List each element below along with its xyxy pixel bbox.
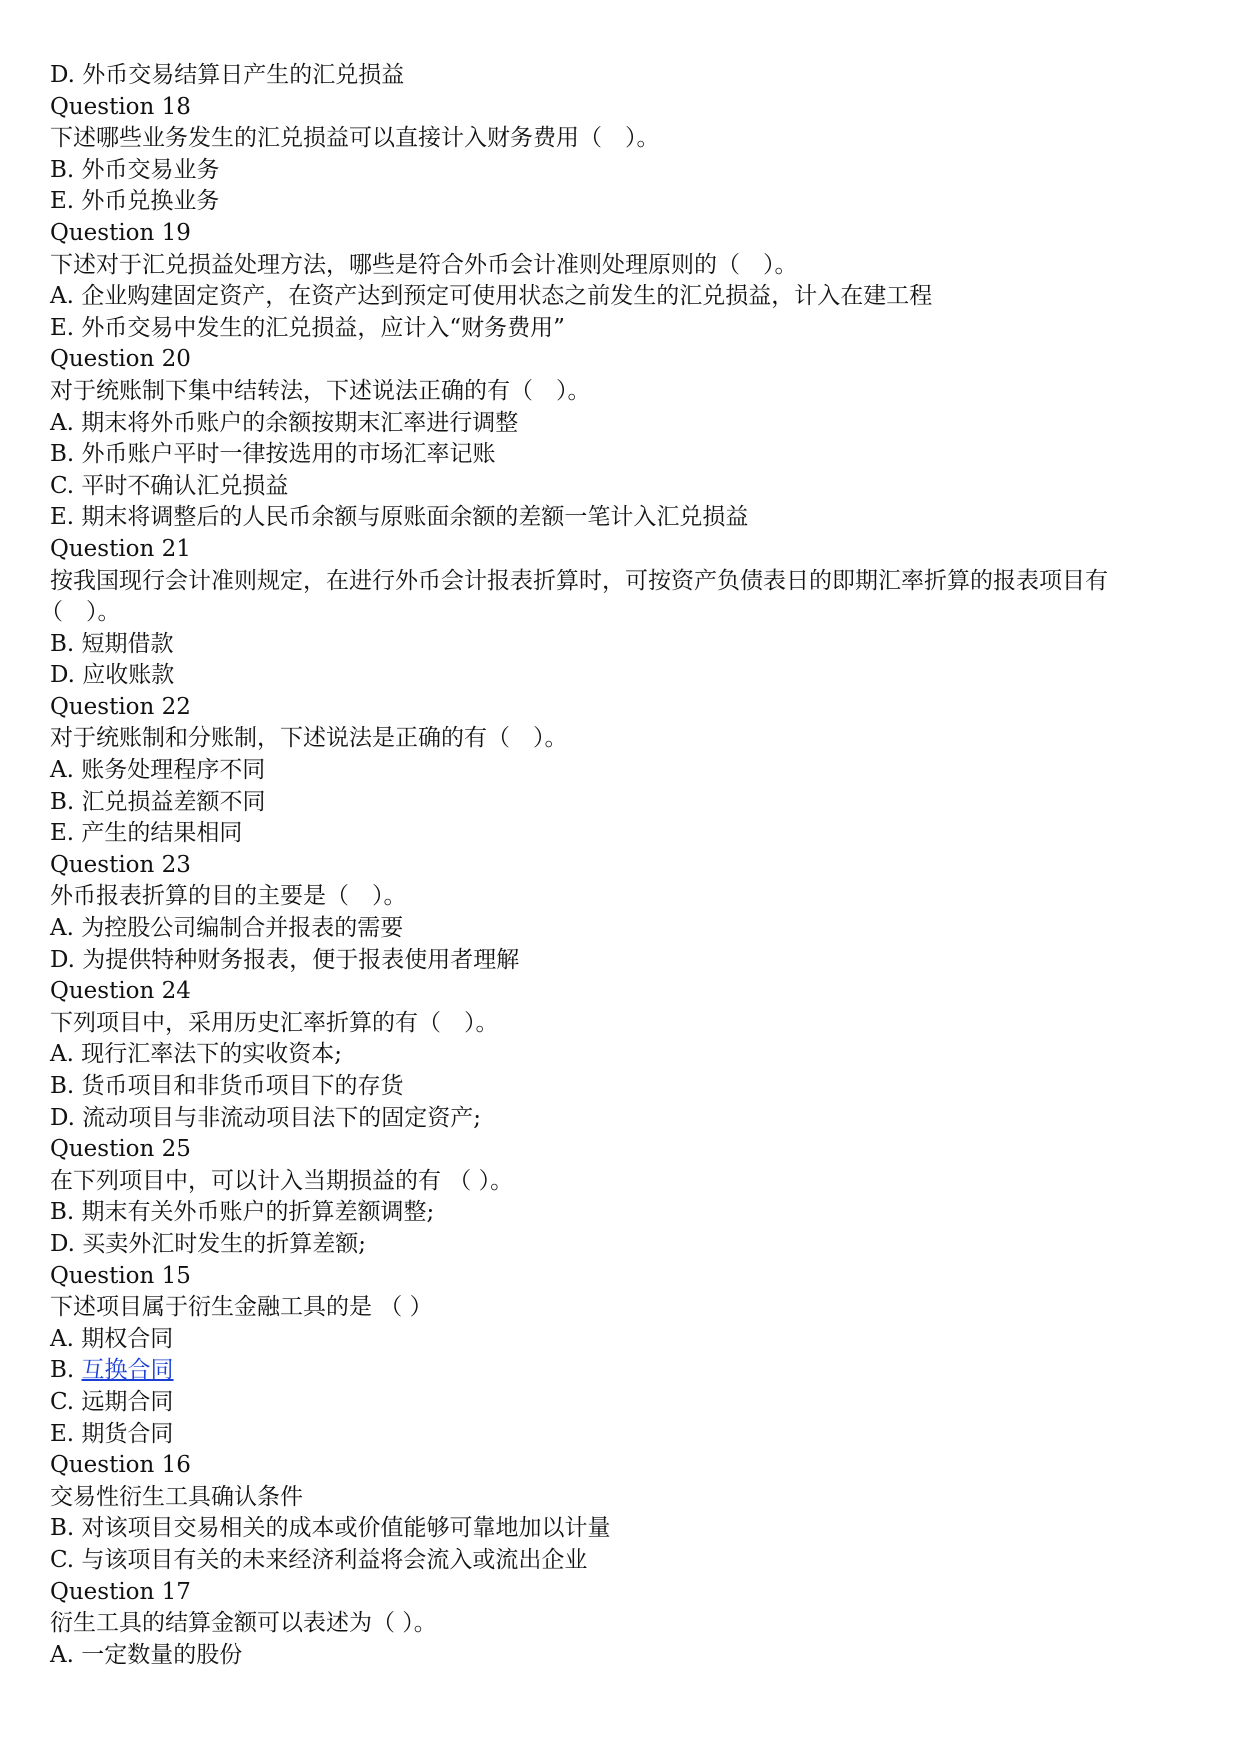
question-prompt: 交易性衍生工具确认条件 [50, 1483, 303, 1510]
question-prompt: 按我国现行会计准则规定，在进行外币会计报表折算时，可按资产负债表日的即期汇率折算的报表项目有 [50, 567, 1108, 594]
answer-option: C. 远期合同 [50, 1388, 174, 1415]
answer-option: E. 产生的结果相同 [50, 820, 243, 847]
answer-option: A. 期末将外币账户的余额按期末汇率进行调整 [50, 409, 519, 436]
leading-option: D. 外币交易结算日产生的汇兑损益 [50, 62, 405, 88]
question-heading: Question 16 [50, 1452, 191, 1479]
answer-option: D. 买卖外汇时发生的折算差额; [50, 1230, 366, 1257]
answer-option: C. 与该项目有关的未来经济利益将会流入或流出企业 [50, 1546, 588, 1573]
question-prompt: 在下列项目中，可以计入当期损益的有 （ ）。 [50, 1167, 514, 1194]
question-prompt: 下述对于汇兑损益处理方法，哪些是符合外币会计准则处理原则的（ ）。 [50, 251, 798, 278]
answer-option: A. 现行汇率法下的实收资本; [50, 1041, 342, 1068]
question-heading: Question 20 [50, 346, 191, 373]
answer-option: D. 应收账款 [50, 662, 175, 689]
question-prompt: 下述哪些业务发生的汇兑损益可以直接计入财务费用（ ）。 [50, 125, 660, 152]
answer-option: A. 账务处理程序不同 [50, 757, 266, 784]
answer-option: A. 期权合同 [50, 1325, 174, 1352]
answer-option: B. 短期借款 [50, 630, 174, 657]
answer-option: D. 流动项目与非流动项目法下的固定资产; [50, 1104, 481, 1131]
answer-option: B. 外币交易业务 [50, 156, 220, 183]
answer-option: E. 外币兑换业务 [50, 188, 220, 215]
answer-option: A. 一定数量的股份 [50, 1641, 243, 1668]
question-prompt: 衍生工具的结算金额可以表述为（ ）。 [50, 1610, 437, 1637]
question-heading: Question 21 [50, 535, 191, 562]
question-heading: Question 19 [50, 219, 191, 246]
document-content [40, 60, 1200, 1671]
question-heading: Question 17 [50, 1578, 191, 1605]
answer-option: B. 货币项目和非货币项目下的存货 [50, 1073, 404, 1099]
question-prompt-continuation: （ ）。 [40, 599, 121, 626]
question-prompt: 下述项目属于衍生金融工具的是 （ ） [50, 1294, 433, 1321]
question-prompt: 外币报表折算的目的主要是（ ）。 [50, 883, 407, 910]
question-heading: Question 25 [50, 1136, 191, 1163]
answer-option: E. 期末将调整后的人民币余额与原账面余额的差额一笔计入汇兑损益 [50, 504, 749, 531]
question-heading: Question 22 [50, 693, 191, 720]
question-heading: Question 23 [50, 851, 191, 878]
answer-option: D. 为提供特种财务报表，便于报表使用者理解 [50, 946, 520, 973]
answer-option: C. 平时不确认汇兑损益 [50, 472, 289, 499]
answer-option: E. 外币交易中发生的汇兑损益，应计入“财务费用” [50, 314, 565, 341]
option-link[interactable]: 互换合同 [81, 1357, 174, 1384]
answer-option: B. 汇兑损益差额不同 [50, 788, 266, 815]
answer-option: B. 外币账户平时一律按选用的市场汇率记账 [50, 441, 496, 468]
question-heading: Question 18 [50, 93, 191, 120]
question-prompt: 对于统账制和分账制，下述说法是正确的有（ ）。 [50, 725, 568, 752]
answer-option: E. 期货合同 [50, 1420, 174, 1447]
answer-option-linked [50, 1355, 1200, 1387]
answer-option: B. 期末有关外币账户的折算差额调整; [50, 1199, 435, 1226]
answer-option: A. 企业购建固定资产，在资产达到预定可使用状态之前发生的汇兑损益，计入在建工程 [50, 283, 933, 310]
option-letter: B. [50, 1357, 82, 1384]
question-heading: Question 15 [50, 1262, 191, 1289]
answer-option: B. 对该项目交易相关的成本或价值能够可靠地加以计量 [50, 1515, 611, 1542]
answer-option: A. 为控股公司编制合并报表的需要 [50, 915, 404, 942]
question-prompt: 下列项目中，采用历史汇率折算的有（ ）。 [50, 1009, 499, 1036]
question-prompt: 对于统账制下集中结转法，下述说法正确的有（ ）。 [50, 377, 591, 404]
question-heading: Question 24 [50, 978, 191, 1005]
